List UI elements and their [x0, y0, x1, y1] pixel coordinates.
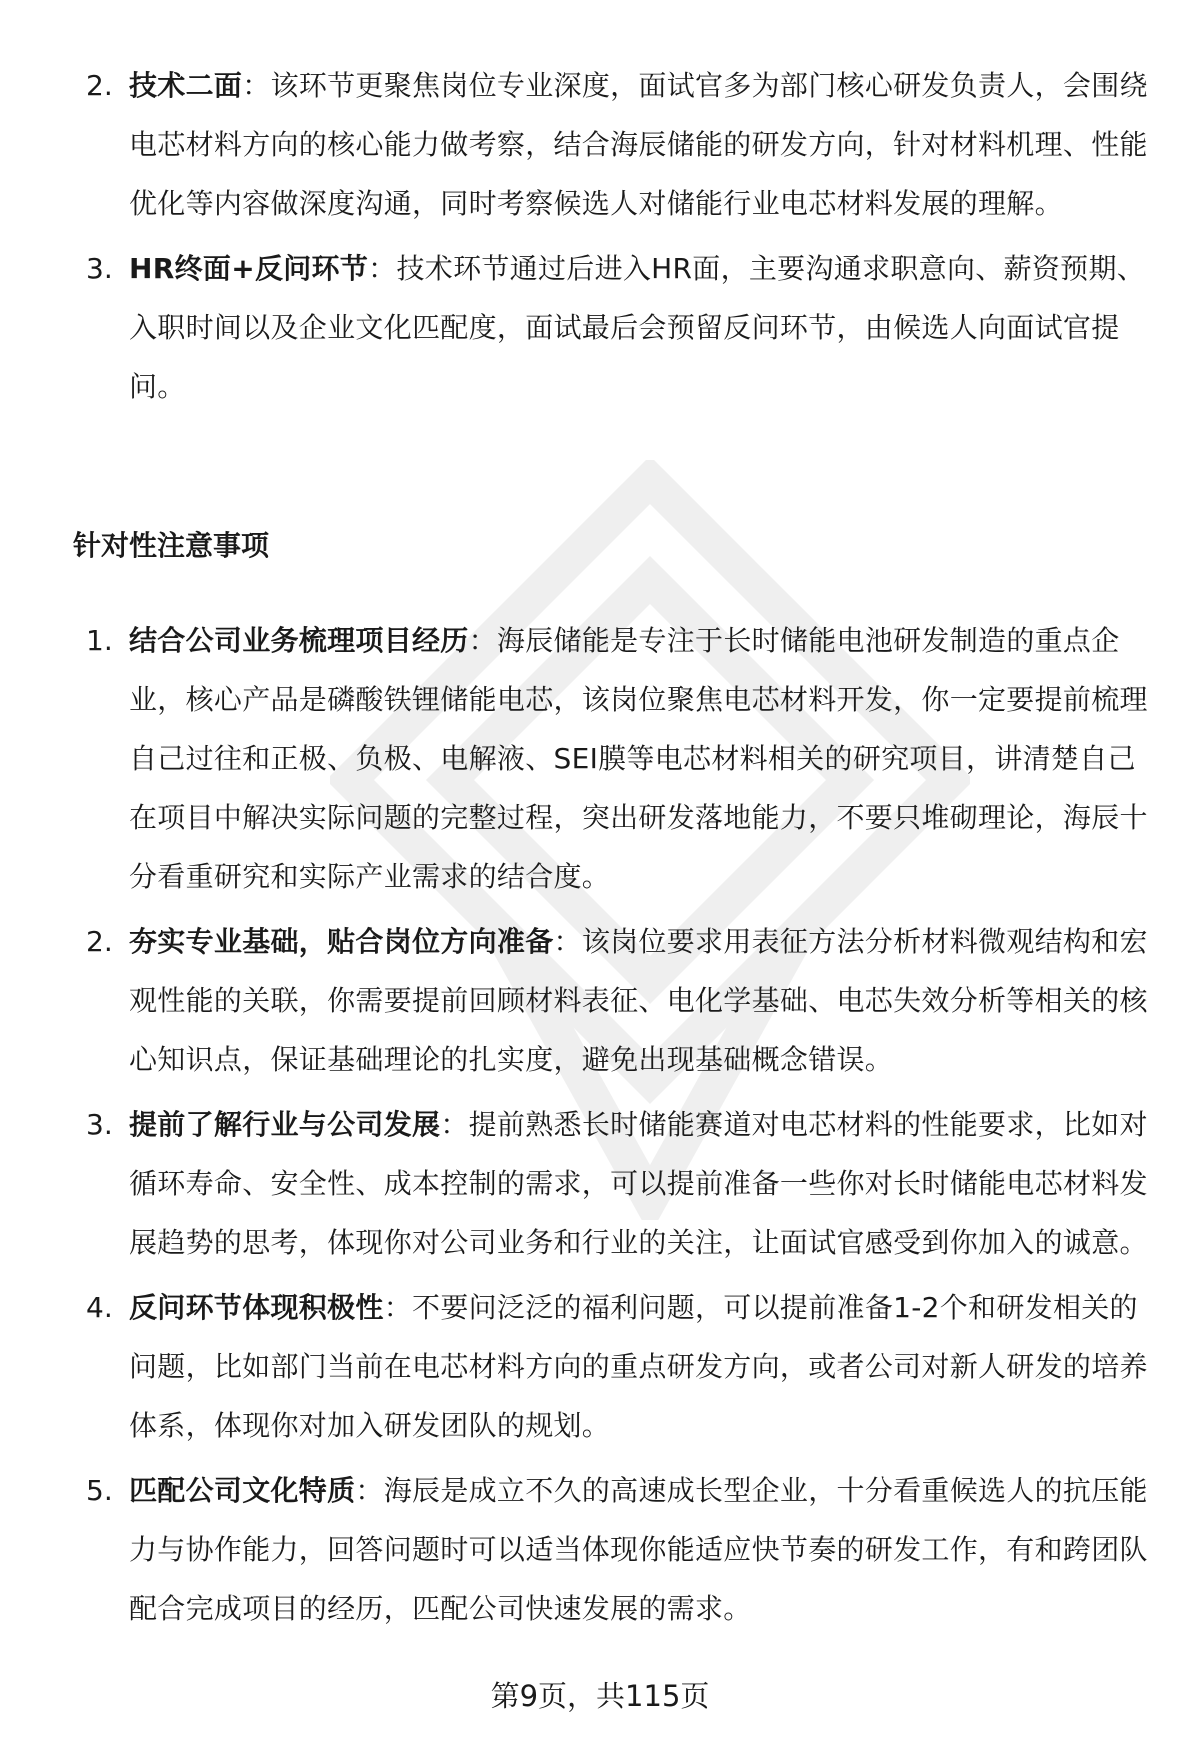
page-number: 第9页，共115页 — [490, 1679, 710, 1713]
list-item — [80, 1095, 1160, 1272]
item-term: 技术二面 — [129, 69, 243, 102]
list-item — [80, 239, 1160, 416]
item-separator: ： — [368, 252, 397, 285]
item-term: 提前了解行业与公司发展 — [129, 1108, 441, 1141]
item-number: 1. — [86, 624, 113, 657]
item-text — [129, 1461, 1160, 1638]
section-heading: 针对性注意事项 — [73, 529, 270, 562]
item-term: HR终面+反问环节 — [129, 252, 369, 285]
list-item — [80, 912, 1160, 1089]
item-number: 5. — [86, 1474, 113, 1507]
item-body: 该岗位要求用表征方法分析材料微观结构和宏观性能的关联，你需要提前回顾材料表征、电化学基础、电芯失效分析等相关的核心知识点，保证基础理论的扎实度，避免出现基础概念错误。 — [129, 925, 1148, 1076]
item-body: 海辰储能是专注于长时储能电池研发制造的重点企业，核心产品是磷酸铁锂储能电芯，该岗位聚焦电芯材料开发，你一定要提前梳理自己过往和正极、负极、电解液、SEI膜等电芯材料相关的研究项目，讲清楚自己在项目中解决实际问题的完整过程，突出研发落地能力，不要只堆砌理论，海辰十分看重研究和实际产业需求的结合度。 — [129, 624, 1148, 893]
list-item — [80, 56, 1160, 233]
item-text — [129, 239, 1160, 416]
list-item — [80, 1278, 1160, 1455]
interview-process-list — [80, 56, 1160, 422]
item-text — [129, 1095, 1160, 1272]
item-number: 4. — [86, 1291, 113, 1324]
list-item — [80, 611, 1160, 906]
item-number: 3. — [86, 1108, 113, 1141]
item-term: 反问环节体现积极性 — [129, 1291, 384, 1324]
item-separator: ： — [383, 1291, 413, 1324]
item-text — [129, 912, 1160, 1089]
item-separator: ： — [242, 69, 271, 102]
item-text — [129, 56, 1160, 233]
item-body: 提前熟悉长时储能赛道对电芯材料的性能要求，比如对循环寿命、安全性、成本控制的需求，可以提前准备一些你对长时储能电芯材料发展趋势的思考，体现你对公司业务和行业的关注，让面试官感受到你加入的诚意。 — [129, 1108, 1148, 1259]
item-separator: ： — [440, 1108, 469, 1141]
item-term: 结合公司业务梳理项目经历 — [129, 624, 469, 657]
item-body: 该环节更聚焦岗位专业深度，面试官多为部门核心研发负责人，会围绕电芯材料方向的核心能力做考察，结合海辰储能的研发方向，针对材料机理、性能优化等内容做深度沟通，同时考察候选人对储能行业电芯材料发展的理解。 — [129, 69, 1148, 220]
item-separator: ： — [553, 925, 582, 958]
list-item — [80, 1461, 1160, 1638]
item-number: 3. — [86, 252, 113, 285]
item-term: 匹配公司文化特质 — [129, 1474, 356, 1507]
item-text — [129, 1278, 1160, 1455]
item-body: 技术环节通过后进入HR面，主要沟通求职意向、薪资预期、入职时间以及企业文化匹配度，面试最后会预留反问环节，由候选人向面试官提问。 — [129, 252, 1146, 403]
precautions-list — [80, 611, 1160, 1644]
item-term: 夯实专业基础，贴合岗位方向准备 — [129, 925, 554, 958]
item-text — [129, 611, 1160, 906]
item-separator: ： — [355, 1474, 384, 1507]
item-body: 海辰是成立不久的高速成长型企业，十分看重候选人的抗压能力与协作能力，回答问题时可以适当体现你能适应快节奏的研发工作，有和跨团队配合完成项目的经历，匹配公司快速发展的需求。 — [129, 1474, 1148, 1625]
item-separator: ： — [468, 624, 497, 657]
item-body: 不要问泛泛的福利问题，可以提前准备1-2个和研发相关的问题，比如部门当前在电芯材料方向的重点研发方向，或者公司对新人研发的培养体系，体现你对加入研发团队的规划。 — [129, 1291, 1148, 1442]
item-number: 2. — [86, 925, 113, 958]
item-number: 2. — [86, 69, 113, 102]
